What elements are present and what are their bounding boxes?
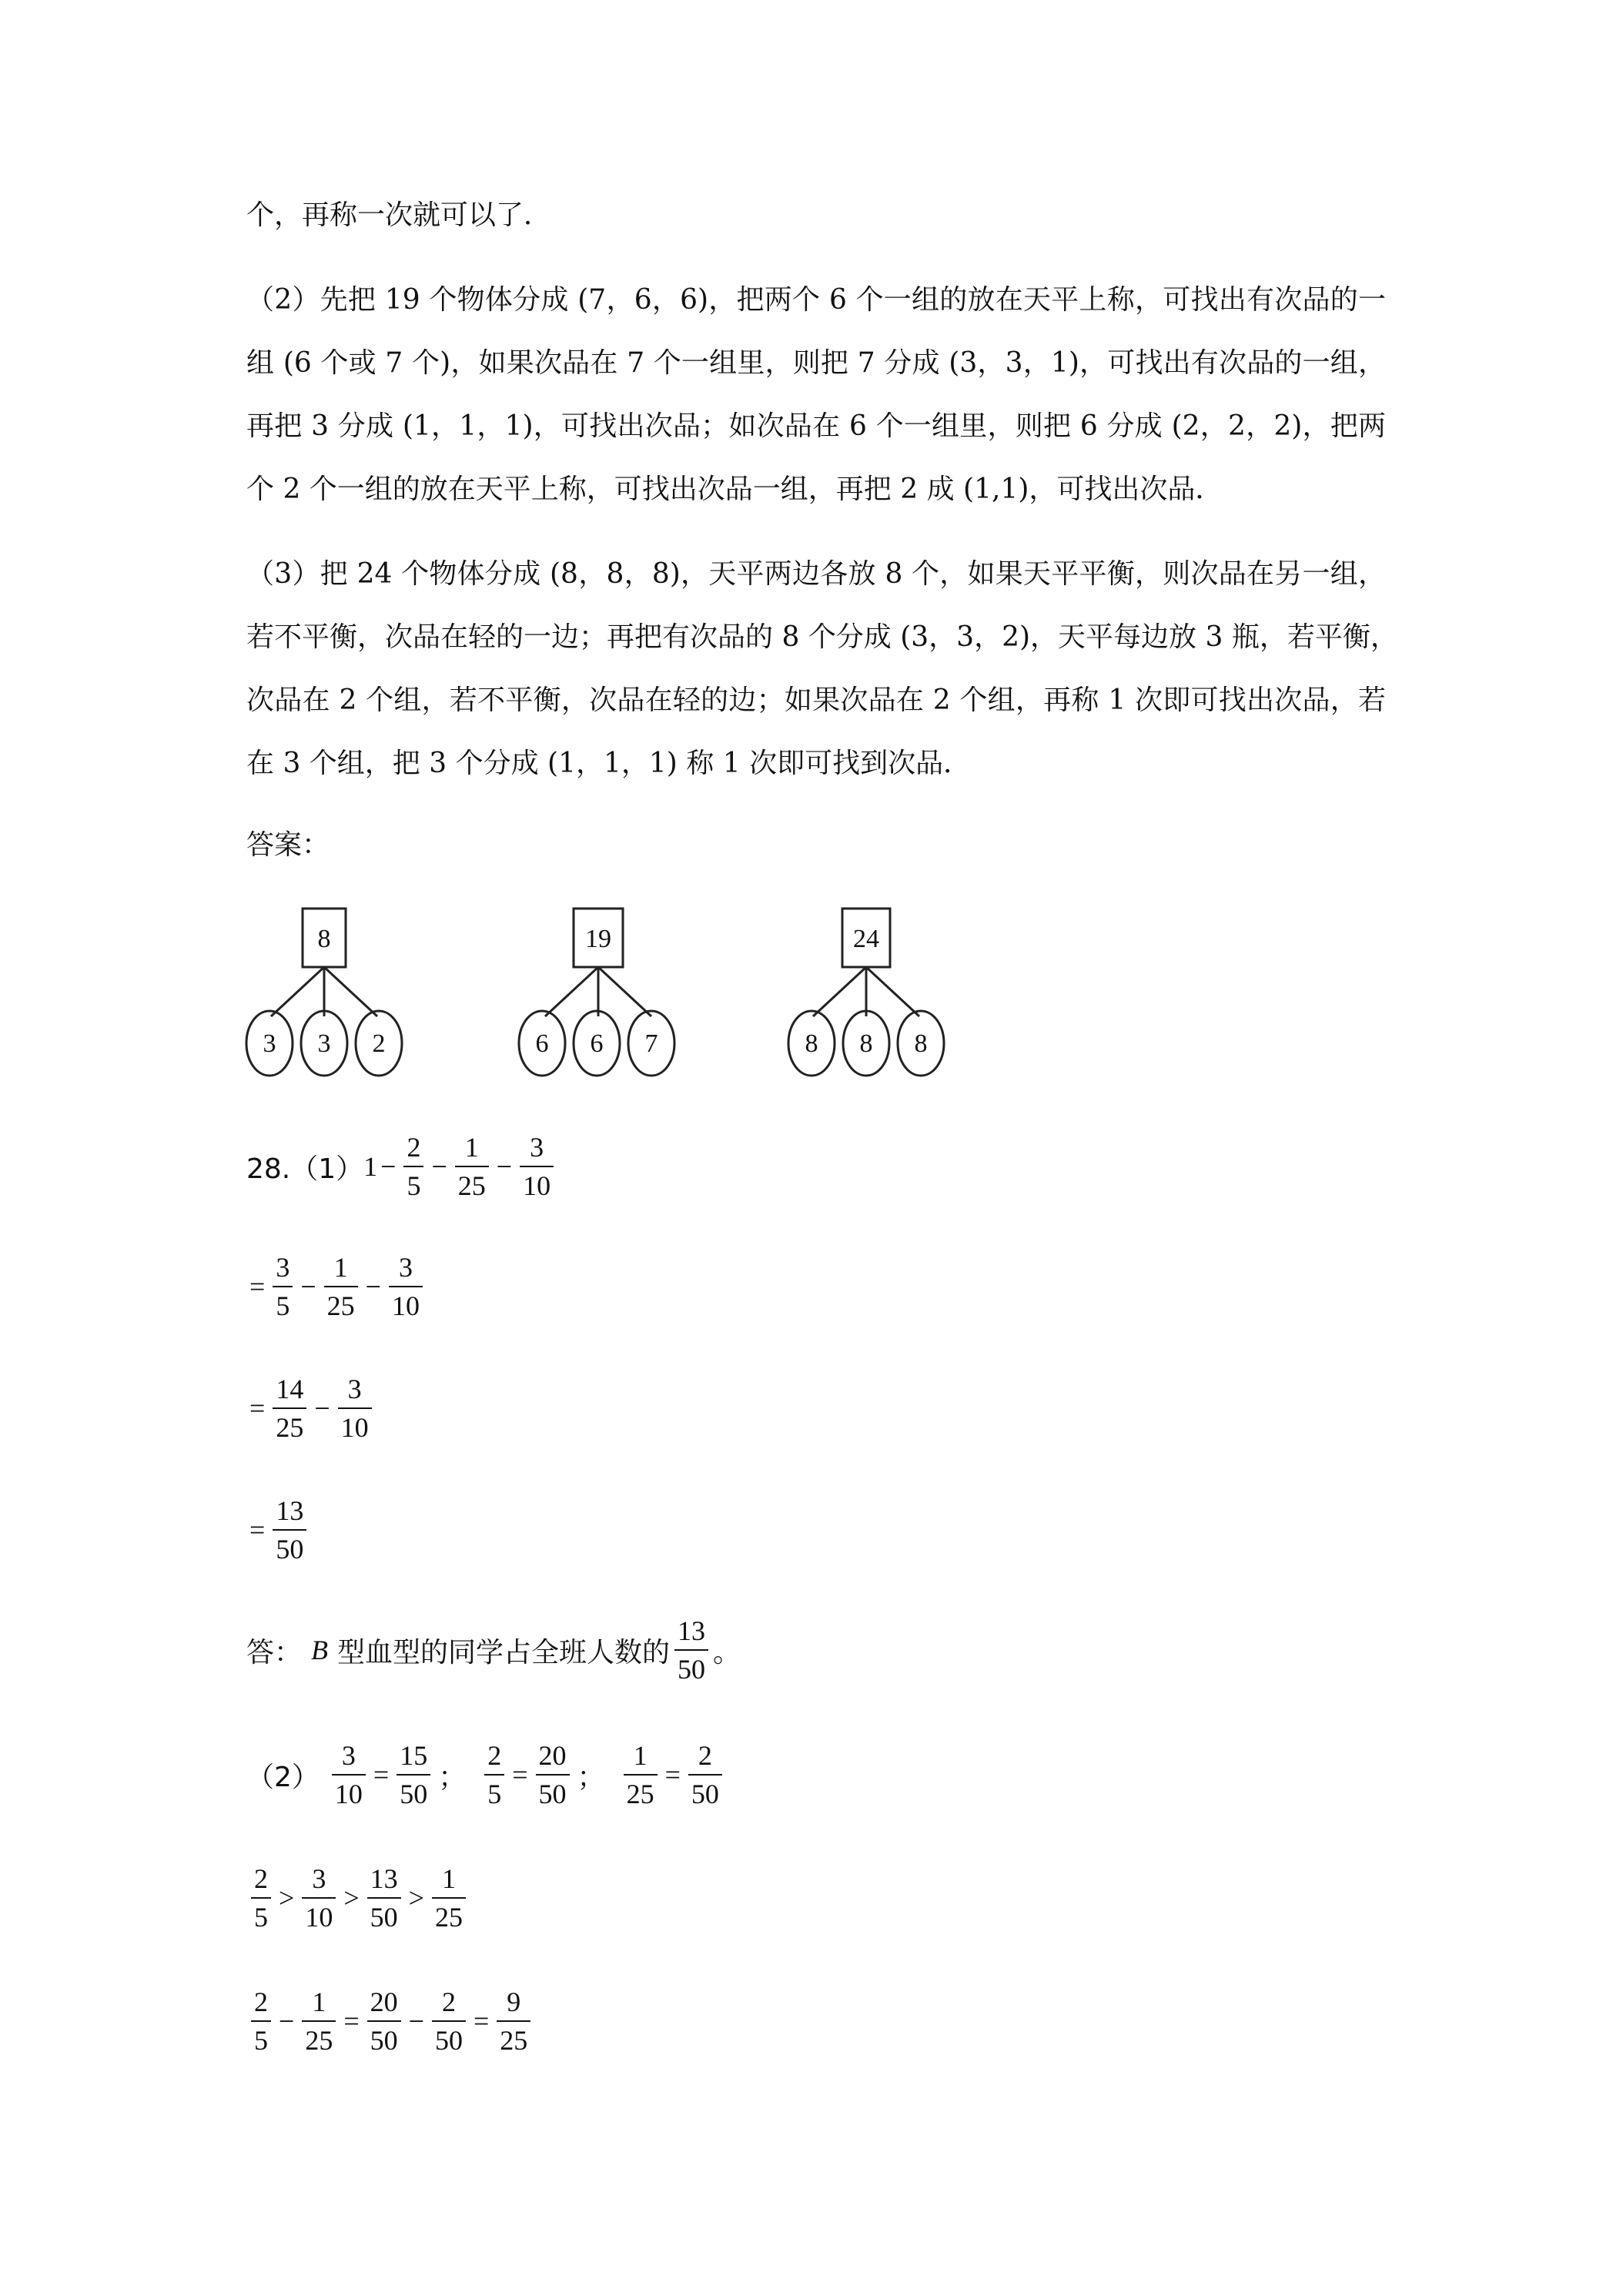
fraction: $\frac{3}{10}$ — [332, 1742, 366, 1808]
operator: − — [365, 1271, 381, 1302]
fraction: $\frac{2}{5}$ — [251, 1865, 271, 1931]
q28-line4: = $\frac{13}{50}$ — [246, 1497, 311, 1563]
text-line: （3）把 24 个物体分成 (8，8，8)，天平两边各放 8 个，如果天平平衡，则次品在另一组， — [246, 558, 1386, 590]
diagram-top-label: 24 — [853, 925, 879, 953]
text-line: 再把 3 分成 (1，1，1)，可找出次品；如次品在 6 个一组里，则把 6 分成 (2，2，2)，把两 — [246, 410, 1386, 442]
lead-number: 1 — [363, 1151, 378, 1182]
fraction: $\frac{15}{50}$ — [397, 1742, 430, 1808]
blood-type-variable: B — [311, 1635, 329, 1665]
q28-line3: = $\frac{14}{25}$ − $\frac{3}{10}$ — [246, 1375, 376, 1441]
text-line: 个 2 个一组的放在天平上称，可找出次品一组，再把 2 成 (1,1)，可找出次品． — [246, 474, 1223, 505]
diagram-branch — [866, 967, 919, 1016]
text-line: 组 (6 个或 7 个)，如果次品在 7 个一组里，则把 7 分成 (3，3，1)，可找出有次品的一组， — [246, 347, 1386, 379]
tree-diagram-19 — [514, 885, 691, 1086]
fraction: $\frac{3}{10}$ — [520, 1133, 554, 1200]
operator: − — [380, 1151, 397, 1182]
diagram-leaf-label: 6 — [535, 1029, 549, 1058]
tree-diagram-24 — [784, 885, 961, 1086]
text-line: 个，再称一次就可以了． — [246, 199, 552, 231]
q28-answer: 答： B 型血型的同学占全班人数的 $\frac{13}{50}$ 。 — [246, 1615, 741, 1685]
fraction: $\frac{2}{5}$ — [251, 1988, 271, 2054]
q28-part2-equivalents: （2） $\frac{3}{10}$ = $\frac{15}{50}$ ； $\frac{2}{5}$ = $\frac{20}{50}$ ； $\frac{1}{25}$ = $\frac{2}{50}$ — [246, 1742, 727, 1808]
q28-line2: = $\frac{3}{5}$ − $\frac{1}{25}$ − $\frac{3}{10}$ — [246, 1253, 427, 1320]
diagram-branch — [813, 967, 866, 1016]
text-line: 在 3 个组，把 3 个分成 (1，1，1) 称 1 次即可找到次品． — [246, 748, 972, 779]
diagram-leaf-label: 8 — [805, 1029, 818, 1058]
text-line: 若不平衡，次品在轻的一边；再把有次品的 8 个分成 (3，3，2)，天平每边放 3 瓶，若平衡， — [246, 621, 1398, 653]
fraction: $\frac{3}{10}$ — [302, 1865, 336, 1931]
diagram-leaf-label: 3 — [263, 1029, 276, 1058]
fraction: $\frac{13}{50}$ — [273, 1497, 306, 1563]
diagram-leaf-label: 3 — [317, 1029, 331, 1058]
operator: − — [496, 1151, 513, 1182]
fraction: $\frac{1}{25}$ — [324, 1253, 358, 1320]
diagram-top-label: 19 — [585, 925, 611, 953]
operator: − — [314, 1393, 330, 1424]
fraction: $\frac{3}{5}$ — [273, 1253, 293, 1320]
fraction: $\frac{1}{25}$ — [432, 1865, 466, 1931]
fraction: $\frac{14}{25}$ — [273, 1375, 306, 1441]
fraction: $\frac{9}{25}$ — [497, 1988, 530, 2054]
fraction: $\frac{2}{5}$ — [403, 1133, 423, 1200]
fraction: $\frac{3}{10}$ — [389, 1253, 423, 1320]
diagram-leaf-label: 8 — [859, 1029, 873, 1058]
fraction: $\frac{20}{50}$ — [367, 1988, 401, 2054]
fraction: $\frac{1}{25}$ — [624, 1742, 658, 1808]
diagram-branch — [271, 967, 324, 1016]
text-line: 次品在 2 个组，若不平衡，次品在轻的边；如果次品在 2 个组，再称 1 次即可找出次品，若 — [246, 684, 1386, 716]
diagram-top-label: 8 — [317, 925, 331, 953]
fraction: $\frac{1}{25}$ — [302, 1988, 336, 2054]
q28-ordering: $\frac{2}{5}$ > $\frac{3}{10}$ > $\frac{13}{50}$ > $\frac{1}{25}$ — [246, 1865, 470, 1931]
fraction: $\frac{20}{50}$ — [536, 1742, 570, 1808]
fraction: $\frac{1}{25}$ — [455, 1133, 489, 1200]
diagram-leaf-label: 8 — [914, 1029, 928, 1058]
tree-diagram-8 — [246, 885, 416, 1086]
diagram-branch — [324, 967, 377, 1016]
diagram-branch — [545, 967, 598, 1016]
fraction: $\frac{2}{50}$ — [688, 1742, 722, 1808]
q28-line1 — [246, 1133, 558, 1200]
text-line: （2）先把 19 个物体分成 (7，6，6)，把两个 6 个一组的放在天平上称，可找出有次品的一 — [246, 284, 1386, 316]
fraction: $\frac{13}{50}$ — [367, 1865, 401, 1931]
q28-difference: $\frac{2}{5}$ − $\frac{1}{25}$ = $\frac{20}{50}$ − $\frac{2}{50}$ = $\frac{9}{25}$ — [246, 1988, 535, 2054]
q28-prefix: 28.（1） — [246, 1153, 364, 1185]
operator: − — [300, 1271, 316, 1302]
diagram-leaf-label: 7 — [644, 1029, 658, 1058]
fraction: $\frac{2}{50}$ — [432, 1988, 466, 2054]
fraction: $\frac{3}{10}$ — [338, 1375, 372, 1441]
diagram-branch — [598, 967, 651, 1016]
answer-label: 答案： — [246, 829, 330, 861]
diagram-leaf-label: 2 — [372, 1029, 386, 1058]
operator: − — [431, 1151, 447, 1182]
fraction: $\frac{13}{50}$ — [674, 1617, 708, 1683]
fraction: $\frac{2}{5}$ — [484, 1742, 504, 1808]
diagram-leaf-label: 6 — [590, 1029, 604, 1058]
